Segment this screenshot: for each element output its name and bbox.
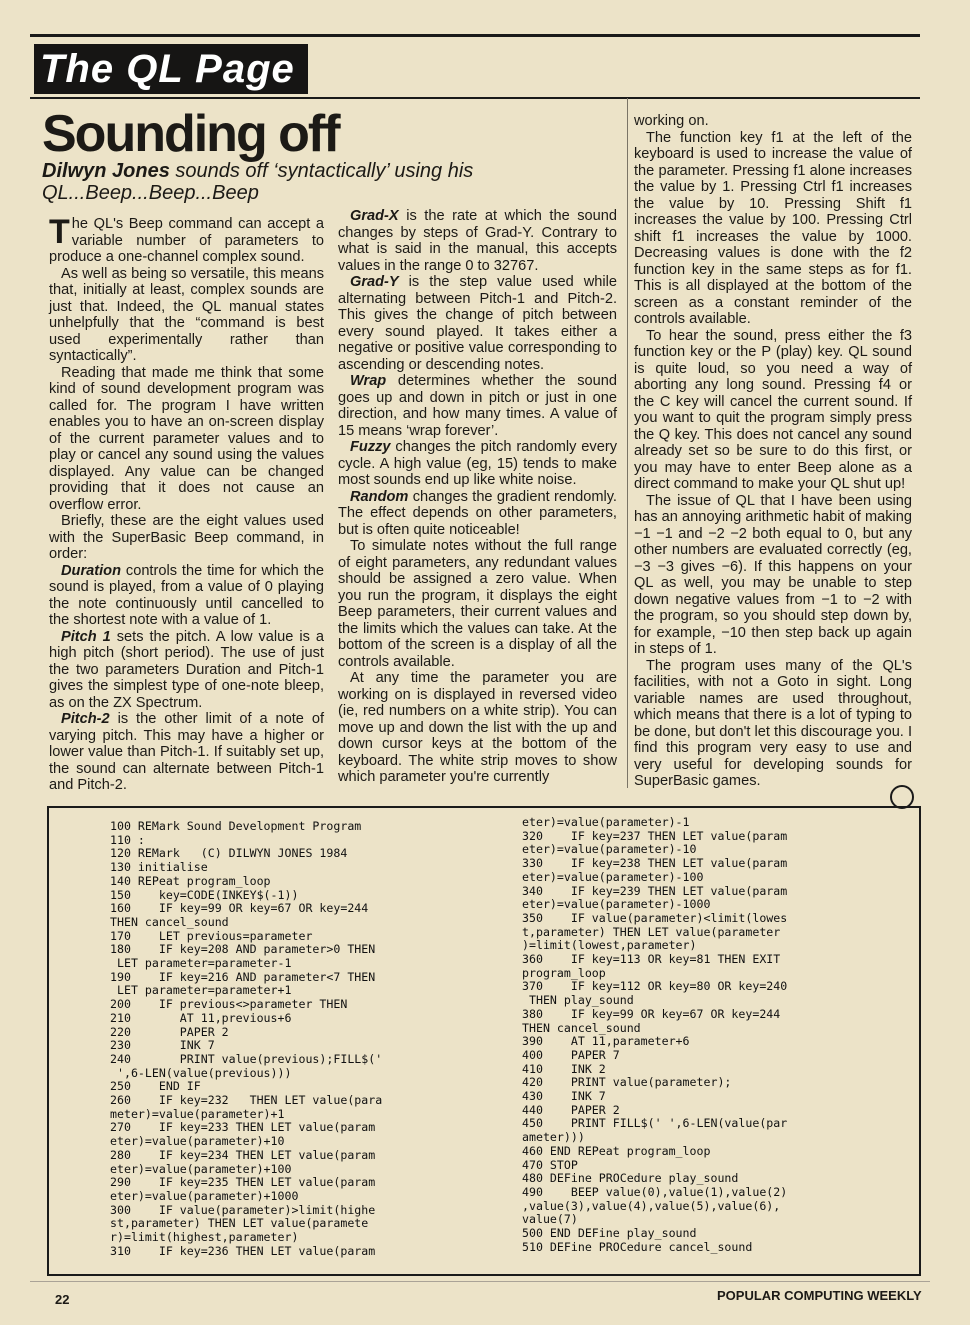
code-line: program_loop — [522, 965, 606, 980]
paragraph: Pitch 1 sets the pitch. A low value is a high pitch (short period). The use of just the two parameters Duration and Pitch-1 gives the simplest type of one-note bleep, as on the ZX Spectrum. — [49, 628, 324, 711]
code-line: 190 IF key=216 AND parameter<7 THEN — [110, 969, 376, 984]
code-line: t,parameter) THEN LET value(parameter — [522, 924, 781, 939]
code-line: 380 IF key=99 OR key=67 OR key=244 — [522, 1006, 781, 1021]
article-subtitle — [42, 160, 482, 204]
code-line: eter)=value(parameter)+1000 — [110, 1188, 299, 1203]
paragraph: Duration controls the time for which the sound is played, from a value of 0 playing the note continuously until cancelled to the shortest note with a value of 1. — [49, 562, 324, 628]
code-line: 140 REPeat program_loop — [110, 873, 271, 888]
code-line: 360 IF key=113 OR key=81 THEN EXIT — [522, 952, 781, 967]
code-line: 150 key=CODE(INKEY$(-1)) — [110, 887, 299, 902]
code-line: 200 IF previous<>parameter THEN — [110, 997, 348, 1012]
code-line: 300 IF value(parameter)>limit(highe — [110, 1202, 376, 1217]
footer-rule — [30, 1281, 930, 1282]
paragraph: working on. — [634, 113, 709, 129]
code-line: 490 BEEP value(0),value(1),value(2) — [522, 1184, 788, 1199]
code-line: 290 IF key=235 THEN LET value(param — [110, 1175, 376, 1190]
code-line: THEN cancel_sound — [110, 914, 229, 929]
code-line: LET parameter=parameter-1 — [110, 956, 292, 971]
article-column-2 — [338, 208, 617, 786]
code-line: 180 IF key=208 AND parameter>0 THEN — [110, 942, 376, 957]
code-line: meter)=value(parameter)+1 — [110, 1106, 285, 1121]
code-line: 510 DEFine PROCedure cancel_sound — [522, 1239, 753, 1254]
author-name: Dilwyn Jones — [42, 160, 170, 182]
code-line: 110 : — [110, 832, 145, 847]
code-line: 220 PAPER 2 — [110, 1024, 229, 1039]
code-line: 330 IF key=238 THEN LET value(param — [522, 856, 788, 871]
code-line: eter)=value(parameter)-1 — [522, 815, 690, 829]
code-line: eter)=value(parameter)-100 — [522, 869, 704, 884]
code-line: 170 LET previous=parameter — [110, 928, 313, 943]
code-line: 250 END IF — [110, 1079, 201, 1094]
code-line: 370 IF key=112 OR key=80 OR key=240 — [522, 979, 788, 994]
program-listing-left — [110, 820, 440, 1259]
publication-name: POPULAR COMPUTING WEEKLY — [717, 1288, 922, 1303]
code-line: 270 IF key=233 THEN LET value(param — [110, 1120, 376, 1135]
code-line: 210 AT 11,previous+6 — [110, 1010, 292, 1025]
code-line: 480 DEFine PROCedure play_sound — [522, 1171, 739, 1186]
top-rule — [30, 34, 920, 37]
code-line: 500 END DEFine play_sound — [522, 1226, 697, 1241]
code-line: 320 IF key=237 THEN LET value(param — [522, 828, 788, 843]
paragraph: The issue of QL that I have been using has an annoying arithmetic habit of making −1 −1 and −2 −2 both equal to 0, but any other numbers are evaluated correctly (eg, −3 −3 gives −6). If this happens on your QL as well, you may be unable to step down negative values from −1 to −2 with the program, so you should step down by, for example, −10 then step back up again in steps of 1. — [634, 492, 912, 657]
paragraph: The QL's Beep command can accept a variable number of parameters to produce a one-channel complex sound. — [49, 213, 324, 265]
code-line: 460 END REPeat program_loop — [522, 1143, 711, 1158]
code-line: ameter))) — [522, 1130, 585, 1145]
code-line: 260 IF key=232 THEN LET value(para — [110, 1093, 383, 1108]
code-line: 410 INK 2 — [522, 1061, 606, 1076]
code-line: 470 STOP — [522, 1157, 578, 1172]
code-line: 440 PAPER 2 — [522, 1102, 620, 1117]
article-title: Sounding off — [42, 105, 339, 163]
code-line: 420 PRINT value(parameter); — [522, 1075, 732, 1090]
code-line: THEN cancel_sound — [522, 1020, 641, 1035]
paragraph: Grad-Y is the step value used while alternating between Pitch-1 and Pitch-2. This gives the change of pitch between every sound played. It takes either a negative or positive value corresponding to ascending or descending notes. — [338, 274, 617, 373]
code-line: 430 INK 7 — [522, 1089, 606, 1104]
term: Fuzzy — [350, 439, 391, 455]
code-line: )=limit(lowest,parameter) — [522, 938, 697, 953]
paragraph: Reading that made me think that some kind of sound development program was called for. The program I have written enables you to have an on-screen display of the current parameter values and to play or cancel any sound using the values displayed. Any value can be changed providing that it does not cause an overflow error. — [49, 364, 324, 513]
code-line: 310 IF key=236 THEN LET value(param — [110, 1243, 376, 1258]
code-line: 280 IF key=234 THEN LET value(param — [110, 1147, 376, 1162]
code-line: ',6-LEN(value(previous))) — [110, 1065, 292, 1080]
page-number: 22 — [55, 1292, 70, 1307]
code-line: st,parameter) THEN LET value(paramete — [110, 1216, 369, 1231]
code-line: 160 IF key=99 OR key=67 OR key=244 — [110, 901, 369, 916]
drop-cap: T — [49, 213, 70, 251]
code-line: 120 REMark (C) DILWYN JONES 1984 — [110, 846, 348, 861]
paragraph: The program uses many of the QL's facilities, with not a Goto in sight. Long variable names are used throughout, which means that there is a lot of typing to be done, but don't let this discourage you. I find this program very easy to use and very useful for developing sounds for SuperBasic games. — [634, 657, 912, 789]
code-line: 450 PRINT FILL$(' ',6-LEN(value(par — [522, 1116, 788, 1131]
code-line: 230 INK 7 — [110, 1038, 215, 1053]
term: Grad-Y — [350, 274, 399, 290]
column-divider — [627, 98, 628, 788]
subtitle-text: sounds off ‘syntactically’ using his QL...Beep...Beep...Beep — [42, 160, 474, 204]
code-line: 240 PRINT value(previous);FILL$(' — [110, 1051, 383, 1066]
code-line: THEN play_sound — [522, 993, 634, 1008]
code-line: r)=limit(highest,parameter) — [110, 1230, 299, 1245]
code-line: LET parameter=parameter+1 — [110, 983, 292, 998]
section-banner-label: The QL Page — [40, 47, 295, 91]
term: Duration — [61, 562, 121, 579]
paragraph: At any time the parameter you are working on is displayed in reversed video (ie, red numbers on a white strip). You can move up and down the list with the up and down cursor keys at the bottom of the keyboard. The white strip moves to show which parameter you're currently — [338, 670, 617, 785]
section-rule — [30, 97, 920, 99]
paragraph: The function key f1 at the left of the keyboard is used to increase the value of the parameter. Pressing f1 alone increases the value by 1. Pressing Ctrl f1 increases the value by 10. Pressing Shift f1 increases the value by 100. Pressing Ctrl shift f1 increases the value by 1000. Decreasing values is done with the f2 function key in the same steps as for f1. This is all displayed at the bottom of the screen as a constant reminder of the controls available. — [634, 129, 912, 327]
paragraph: Pitch-2 is the other limit of a note of varying pitch. This may have a higher or lower value than Pitch-1. If suitably set up, the sound can alternate between Pitch-1 and Pitch-2. — [49, 711, 324, 793]
paragraph: To simulate notes without the full range of eight parameters, any redundant values should be assigned a zero value. When you run the program, it displays the eight Beep parameters, their current values and the limits which the values can take. At the bottom of the screen is a display of all the controls available. — [338, 538, 617, 670]
term: Pitch-2 — [61, 711, 110, 727]
term: Wrap — [350, 373, 387, 389]
code-line: value(7) — [522, 1212, 578, 1227]
code-line: eter)=value(parameter)+10 — [110, 1134, 285, 1149]
paragraph: Wrap determines whether the sound goes up and down in pitch or just in one direction, and how many times. A value of 15 means ‘wrap forever’. — [338, 373, 617, 439]
paragraph: Fuzzy changes the pitch randomly every cycle. A high value (eg, 15) tends to make most sounds end up like white noise. — [338, 439, 617, 488]
paragraph: Briefly, these are the eight values used with the SuperBasic Beep command, in order: — [49, 513, 324, 562]
code-line: eter)=value(parameter)-10 — [522, 842, 697, 857]
term: Random — [350, 488, 409, 505]
paragraph: As well as being so versatile, this means that, initially at least, complex sounds are just that. Indeed, the QL manual states unhelpfully that the “command is best used experimentally rather than syntactically”. — [49, 265, 324, 364]
code-line: 350 IF value(parameter)<limit(lowes — [522, 910, 788, 925]
code-line: 340 IF key=239 THEN LET value(param — [522, 883, 788, 898]
code-line: 100 REMark Sound Development Program — [110, 819, 362, 833]
paragraph: To hear the sound, press either the f3 function key or the P (play) key. QL sound is quite loud, so you need a way of aborting any long sound. Pressing f4 or the C key will cancel the current sound. If you want to quit the program simply press the Q key. This does not cancel any sound already set so be sure to do this first, or you may have to enter Beep alone as a direct command to make your QL shut up! — [634, 327, 912, 492]
program-listing-right — [522, 816, 852, 1255]
article-column-1 — [49, 213, 324, 794]
code-line: 130 initialise — [110, 860, 208, 875]
code-line: ,value(3),value(4),value(5),value(6), — [522, 1198, 781, 1213]
term: Grad-X — [350, 208, 399, 224]
code-line: 400 PAPER 7 — [522, 1047, 620, 1062]
paragraph: Random changes the gradient rendomly. The effect depends on other parameters, but is often quite noticeable! — [338, 488, 617, 538]
paragraph: Grad-X is the rate at which the sound changes by steps of Grad-Y. Contrary to what is said in the manual, this accepts values in the range 0 to 32767. — [338, 208, 617, 274]
code-line: eter)=value(parameter)-1000 — [522, 897, 711, 912]
code-line: 390 AT 11,parameter+6 — [522, 1034, 690, 1049]
term: Pitch 1 — [61, 628, 111, 645]
code-line: eter)=value(parameter)+100 — [110, 1161, 292, 1176]
article-column-3 — [634, 113, 912, 790]
